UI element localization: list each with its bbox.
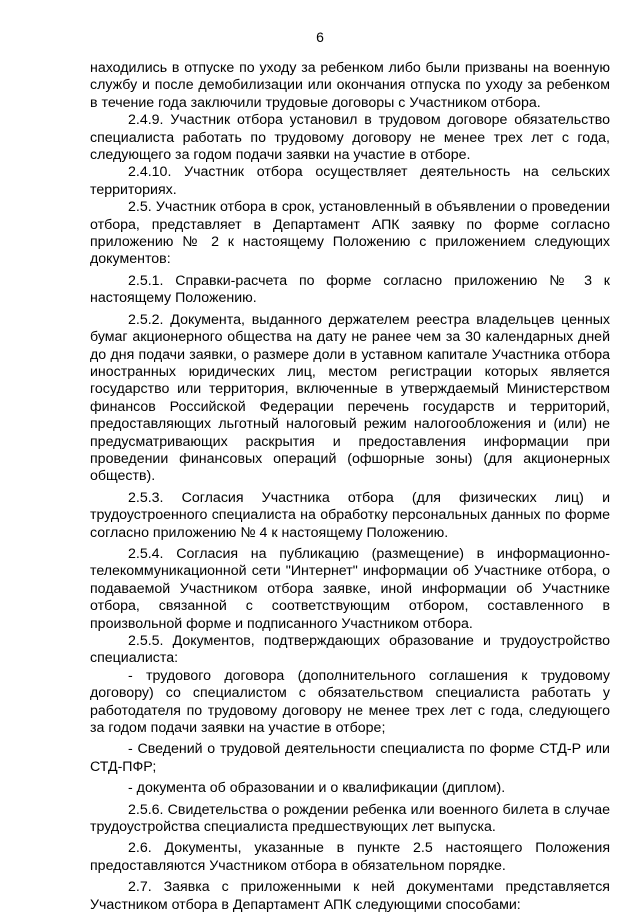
paragraph-continuation: находились в отпуске по уходу за ребенком либо были призваны на военную службу и после демобилизации или окончания отпуска по уходу за ребенком в течение года заключили трудовые договоры с Участником отбора. (90, 60, 610, 111)
paragraph-2-6: 2.6. Документы, указанные в пункте 2.5 настоящего Положения предоставляются Участником отбора в обязательном порядке. (90, 840, 610, 874)
paragraph-2-4-10: 2.4.10. Участник отбора осуществляет деятельность на сельских территориях. (90, 164, 610, 198)
paragraph-2-5-2: 2.5.2. Документа, выданного держателем реестра владельцев ценных бумаг акционерного общества на дату не ранее чем за 30 календарных дней до дня подачи заявки, о размере доли в уставном капитале Участника отбора иностранных юридических лиц, местом регистрации которых является государство или территория, включенные в утверждаемый Министерством финансов Российской Федерации перечень государств и территорий, предоставляющих льготный налоговый режим налогообложения и (или) не предусматривающих раскрытия и предоставления информации при проведении финансовых операций (офшорные зоны) (для акционерных обществ). (90, 311, 610, 485)
paragraph-2-5-1: 2.5.1. Справки-расчета по форме согласно приложению № 3 к настоящему Положению. (90, 272, 610, 307)
list-item-std-info: - Сведений о трудовой деятельности специалиста по форме СТД-Р или СТД-ПФР; (90, 741, 610, 775)
paragraph-2-5-4: 2.5.4. Согласия на публикацию (размещение) в информационно-телекоммуникационной сети "Интернет" информации об Участнике отбора, о подаваемой Участником отбора заявке, иной информации об Участнике отбора, связанной с соответствующим отбором, составленного в произвольной форме и подписанного Участником отбора. (90, 545, 610, 632)
list-item-labor-contract: - трудового договора (дополнительного соглашения к трудовому договору) со специалистом с обязательством специалиста работать у работодателя по трудовому договору не менее трех лет с года, следующего за годом подачи заявки на участие в отборе; (90, 667, 610, 737)
document-body (90, 60, 610, 914)
list-item-diploma: - документа об образовании и о квалификации (диплом). (128, 780, 506, 797)
paragraph-2-5: 2.5. Участник отбора в срок, установленный в объявлении о проведении отбора, представляет в Департамент АПК заявку по форме согласно приложению № 2 к настоящему Положению с приложением следующих документов: (90, 199, 610, 268)
paragraph-2-5-5: 2.5.5. Документов, подтверждающих образование и трудоустройство специалиста: (90, 633, 610, 667)
paragraph-2-5-6: 2.5.6. Свидетельства о рождении ребенка или военного билета в случае трудоустройства специалиста предшествующих лет выпуска. (90, 801, 610, 836)
paragraph-2-5-3: 2.5.3. Согласия Участника отбора (для физических лиц) и трудоустроенного специалиста на обработку персональных данных по форме согласно приложению № 4 к настоящему Положению. (90, 489, 610, 541)
paragraph-2-7: 2.7. Заявка с приложенными к ней документами представляется Участником отбора в Департамент АПК следующими способами: (90, 879, 610, 913)
page-number: 6 (316, 29, 324, 45)
paragraph-2-4-9: 2.4.9. Участник отбора установил в трудовом договоре обязательство специалиста работать по трудовому договору не менее трех лет с года, следующего за годом подачи заявки на участие в отборе. (90, 112, 610, 164)
